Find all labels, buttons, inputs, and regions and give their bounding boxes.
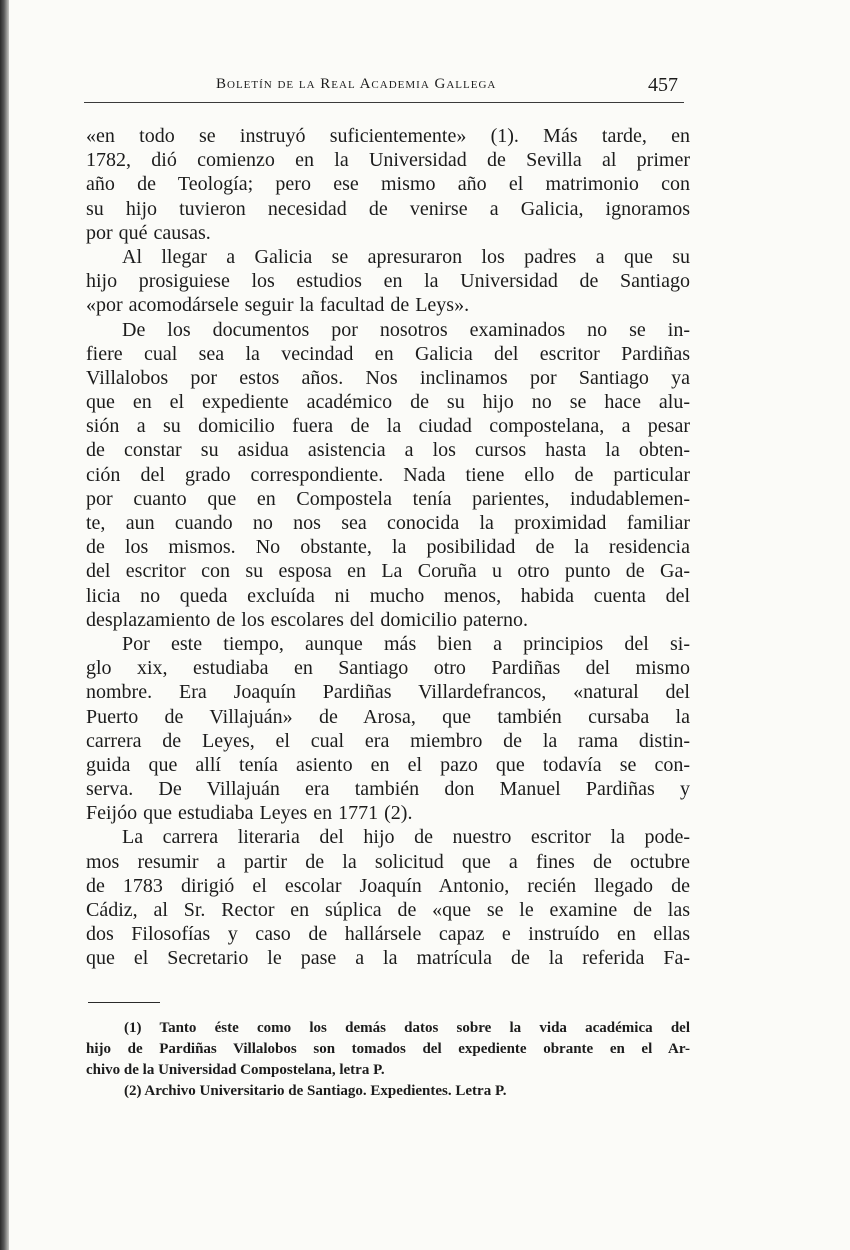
text-line: Feijóo que estudiaba Leyes en 1771 (2). <box>86 802 413 825</box>
text-line: por qué causas. <box>86 221 211 244</box>
text-line: 1782, dió comienzo en la Universidad de Sevilla al primer <box>86 149 690 172</box>
text-line: sión a su domicilio fuera de la ciudad compostelana, a pesar <box>86 415 690 438</box>
text-line: glo xix, estudiaba en Santiago otro Pardiñas del mismo <box>86 657 690 680</box>
text-line: dos Filosofías y caso de hallársele capaz e instruído en ellas <box>86 923 690 946</box>
text-line: Puerto de Villajuán» de Arosa, que también cursaba la <box>86 705 690 728</box>
footnote-line: (1) Tanto éste como los demás datos sobre la vida académica del <box>124 1020 690 1036</box>
text-line: te, aun cuando no nos sea conocida la proximidad familiar <box>86 512 690 534</box>
text-line: año de Teología; pero ese mismo año el matrimonio con <box>86 173 690 196</box>
text-line: licia no queda excluída ni mucho menos, habida cuenta del <box>86 584 690 607</box>
page-header <box>0 0 850 110</box>
text-line: ción del grado correspondiente. Nada tiene ello de particular <box>86 463 690 486</box>
text-line: de constar su asidua asistencia a los cursos hasta la obten- <box>86 439 690 462</box>
text-line: Al llegar a Galicia se apresuraron los padres a que su <box>122 245 690 268</box>
footnote-line: chivo de la Universidad Compostelana, letra P. <box>86 1062 385 1078</box>
text-line: guida que allí tenía asiento en el pazo que todavía se con- <box>86 753 690 776</box>
text-line: por cuanto que en Compostela tenía parientes, indudablemen- <box>86 487 690 510</box>
text-line: su hijo tuvieron necesidad de venirse a Galicia, ignoramos <box>86 197 690 220</box>
text-line: La carrera literaria del hijo de nuestro escritor la pode- <box>122 826 690 849</box>
text-line: desplazamiento de los escolares del domicilio paterno. <box>86 608 528 631</box>
footnote-line: hijo de Pardiñas Villalobos son tomados del expediente obrante en el Ar- <box>86 1041 690 1057</box>
text-line: serva. De Villajuán era también don Manuel Pardiñas y <box>86 778 690 801</box>
book-spine-edge <box>0 0 9 1250</box>
footnote-line: (2) Archivo Universitario de Santiago. Expedientes. Letra P. <box>124 1083 507 1099</box>
text-line: «en todo se instruyó suficientemente» (1). Más tarde, en <box>86 125 690 147</box>
text-line: Cádiz, al Sr. Rector en súplica de «que se le examine de las <box>86 899 690 921</box>
text-line: mos resumir a partir de la solicitud que a fines de octubre <box>86 850 690 873</box>
text-line: Por este tiempo, aunque más bien a principios del si- <box>122 632 690 655</box>
text-line: hijo prosiguiese los estudios en la Universidad de Santiago <box>86 270 690 293</box>
text-line: que el Secretario le pase a la matrícula de la referida Fa- <box>86 947 690 970</box>
text-line: «por acomodársele seguir la facultad de Leys». <box>86 294 470 317</box>
body-text <box>86 124 690 971</box>
text-line: del escritor con su esposa en La Coruña u otro punto de Ga- <box>86 560 690 583</box>
text-line: que en el expediente académico de su hijo no se hace alu- <box>86 391 690 414</box>
header-rule <box>84 102 684 103</box>
text-line: nombre. Era Joaquín Pardiñas Villardefrancos, «natural del <box>86 681 690 704</box>
text-line: De los documentos por nosotros examinados no se in- <box>122 318 690 341</box>
text-line: de 1783 dirigió el escolar Joaquín Antonio, recién llegado de <box>86 874 690 897</box>
text-line: carrera de Leyes, el cual era miembro de la rama distin- <box>86 729 690 752</box>
page-number: 457 <box>648 74 678 96</box>
text-line: Villalobos por estos años. Nos inclinamos por Santiago ya <box>86 366 690 389</box>
running-title: Boletín de la Real Academia Gallega <box>216 76 497 92</box>
footnotes <box>86 1018 690 1102</box>
footnote-rule <box>88 1002 160 1003</box>
text-line: de los mismos. No obstante, la posibilidad de la residencia <box>86 536 690 559</box>
text-line: fiere cual sea la vecindad en Galicia del escritor Pardiñas <box>86 342 690 365</box>
